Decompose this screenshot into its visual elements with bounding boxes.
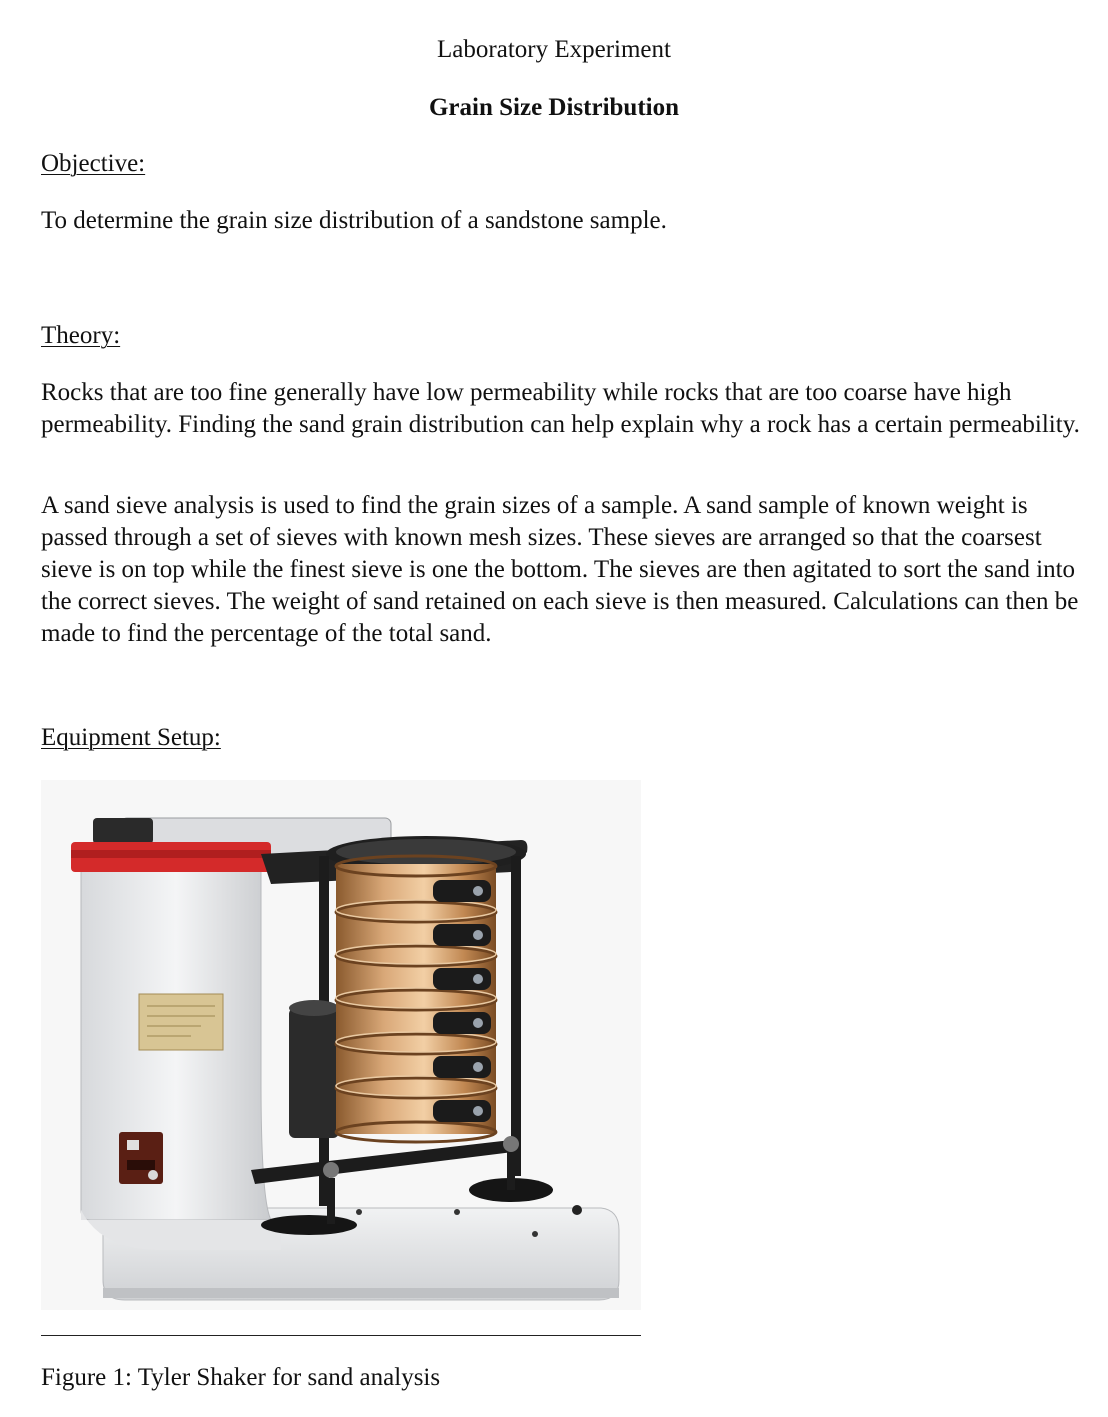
tyler-shaker-image [41,780,641,1310]
figure-caption: Figure 1: Tyler Shaker for sand analysis [41,1364,441,1391]
equipment-heading: Equipment Setup: [41,724,221,751]
theory-paragraph-1: Rocks that are too fine generally have low permeability while rocks that are too coarse have high permeability. Finding the sand grain distribution can help explain why a rock has a certain permeability. [41,379,1080,438]
figure-divider [41,1335,641,1336]
objective-text: To determine the grain size distribution of a sandstone sample. [41,207,667,234]
document-title: Grain Size Distribution [428,94,679,121]
theory-paragraph-2: A sand sieve analysis is used to find the grain sizes of a sample. A sand sample of known weight is passed through a set of sieves with known mesh sizes. These sieves are arranged so that the coarsest sieve is on top while the finest sieve is one the bottom. The sieves are then agitated to sort the sand into the correct sieves. The weight of sand retained on each sieve is then measured. Calculations can then be made to find the percentage of the total sand. [41,492,1079,647]
objective-heading: Objective: [41,150,146,177]
page-header: Laboratory Experiment [437,36,671,63]
theory-heading: Theory: [41,322,121,349]
